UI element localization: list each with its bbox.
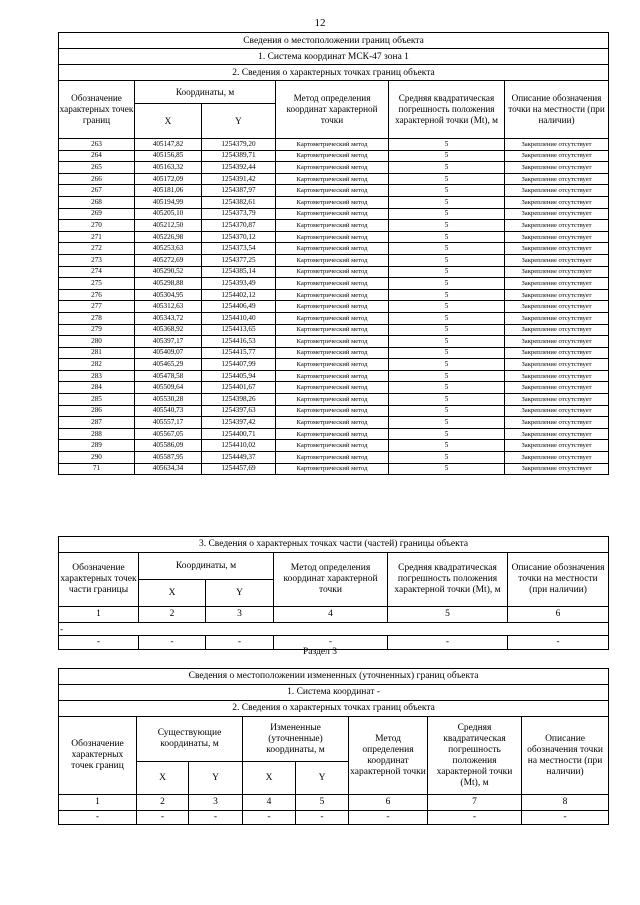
table-cell-y: 1254449,37 (202, 452, 276, 464)
changed-boundary-table (58, 668, 609, 825)
table-cell-m: Картометрический метод (276, 336, 389, 348)
table-cell-n: 263 (59, 139, 135, 151)
s3-header-method: Метод определения координат характерной точки (349, 717, 428, 795)
table-cell-e: 5 (389, 428, 505, 440)
table-cell-x: 405478,58 (135, 370, 202, 382)
table-cell-n: 290 (59, 452, 135, 464)
table-cell-y: 1254373,54 (202, 243, 276, 255)
table-cell-d: Закрепление отсутствует (505, 254, 609, 266)
table-cell-d: Закрепление отсутствует (505, 139, 609, 151)
empty-cell: - (522, 811, 609, 825)
table-cell-x: 405205,10 (135, 208, 202, 220)
table-row (59, 150, 609, 162)
section-subtitle: 2. Сведения о характерных точках границ объекта (59, 65, 609, 81)
table-cell-n: 275 (59, 278, 135, 290)
table-cell-x: 405226,98 (135, 231, 202, 243)
table-cell-m: Картометрический метод (276, 324, 389, 336)
table-cell-n: 288 (59, 428, 135, 440)
table-cell-n: 289 (59, 440, 135, 452)
table-cell-m: Картометрический метод (276, 452, 389, 464)
page-number: 12 (314, 17, 326, 29)
table-row (59, 278, 609, 290)
table-cell-d: Закрепление отсутствует (505, 231, 609, 243)
table-cell-m: Картометрический метод (276, 440, 389, 452)
parts-header-y: Y (206, 580, 274, 607)
table-cell-n: 268 (59, 196, 135, 208)
table-cell-m: Картометрический метод (276, 220, 389, 232)
col-number: 7 (428, 795, 522, 811)
table-cell-x: 405540,73 (135, 405, 202, 417)
header-y: Y (202, 104, 276, 139)
table-cell-n: 283 (59, 370, 135, 382)
section-3-label: Раздел 3 (303, 647, 337, 657)
table-cell-y: 1254389,71 (202, 150, 276, 162)
table-cell-d: Закрепление отсутствует (505, 173, 609, 185)
table-cell-x: 405181,06 (135, 185, 202, 197)
table-cell-y: 1254377,25 (202, 254, 276, 266)
table-cell-x: 405312,63 (135, 301, 202, 313)
table-cell-e: 5 (389, 150, 505, 162)
table-row (59, 162, 609, 174)
empty-cell: - (139, 636, 206, 650)
table-row (59, 220, 609, 232)
table-row (59, 185, 609, 197)
table-cell-y: 1254405,94 (202, 370, 276, 382)
table-cell-m: Картометрический метод (276, 405, 389, 417)
table-cell-e: 5 (389, 220, 505, 232)
table-row (59, 370, 609, 382)
table-cell-m: Картометрический метод (276, 428, 389, 440)
table-cell-d: Закрепление отсутствует (505, 382, 609, 394)
table-cell-y: 1254391,42 (202, 173, 276, 185)
table-cell-m: Картометрический метод (276, 417, 389, 429)
table-cell-d: Закрепление отсутствует (505, 301, 609, 313)
empty-cell: - (243, 811, 296, 825)
table-cell-d: Закрепление отсутствует (505, 208, 609, 220)
s3-header-y2: Y (296, 762, 349, 795)
table-cell-x: 405509,64 (135, 382, 202, 394)
table-row (59, 336, 609, 348)
table-cell-x: 405194,99 (135, 196, 202, 208)
col-number: 6 (508, 607, 609, 623)
table-cell-m: Картометрический метод (276, 162, 389, 174)
s3-header-y: Y (189, 762, 243, 795)
table-cell-x: 405298,88 (135, 278, 202, 290)
table-cell-n: 273 (59, 254, 135, 266)
table-cell-y: 1254387,97 (202, 185, 276, 197)
table-cell-d: Закрепление отсутствует (505, 278, 609, 290)
table-cell-d: Закрепление отсутствует (505, 417, 609, 429)
boundary-points-table (58, 32, 609, 475)
table-cell-m: Картометрический метод (276, 312, 389, 324)
table-row (59, 266, 609, 278)
table-cell-e: 5 (389, 301, 505, 313)
parts-header-designation: Обозначение характерных точек части границы (59, 553, 139, 607)
header-method: Метод определения координат характерной точки (276, 81, 389, 139)
table-cell-m: Картометрический метод (276, 289, 389, 301)
table-cell-d: Закрепление отсутствует (505, 220, 609, 232)
table-cell-e: 5 (389, 324, 505, 336)
table-cell-m: Картометрический метод (276, 243, 389, 255)
table-cell-e: 5 (389, 440, 505, 452)
table-cell-m: Картометрический метод (276, 185, 389, 197)
table-cell-m: Картометрический метод (276, 359, 389, 371)
table-cell-n: 284 (59, 382, 135, 394)
header-designation: Обозначение характерных точек границ (59, 81, 135, 139)
col-number: 5 (296, 795, 349, 811)
table-row (59, 139, 609, 151)
table-cell-e: 5 (389, 162, 505, 174)
table-cell-d: Закрепление отсутствует (505, 185, 609, 197)
table-cell-d: Закрепление отсутствует (505, 463, 609, 475)
table-row (59, 405, 609, 417)
table-cell-x: 405172,09 (135, 173, 202, 185)
table-cell-e: 5 (389, 254, 505, 266)
col-number: 1 (59, 607, 139, 623)
table-cell-y: 1254370,87 (202, 220, 276, 232)
table-row (59, 324, 609, 336)
parts-header-x: X (139, 580, 206, 607)
table-cell-x: 405163,32 (135, 162, 202, 174)
part-sub-label: - (59, 623, 609, 636)
table-cell-e: 5 (389, 208, 505, 220)
table-cell-m: Картометрический метод (276, 278, 389, 290)
table-cell-n: 271 (59, 231, 135, 243)
part-points-table (58, 536, 609, 650)
table-cell-m: Картометрический метод (276, 231, 389, 243)
table-cell-m: Картометрический метод (276, 139, 389, 151)
table-cell-e: 5 (389, 463, 505, 475)
table-cell-m: Картометрический метод (276, 370, 389, 382)
table-cell-x: 405465,29 (135, 359, 202, 371)
table-cell-y: 1254401,67 (202, 382, 276, 394)
table-cell-d: Закрепление отсутствует (505, 452, 609, 464)
table-cell-d: Закрепление отсутствует (505, 162, 609, 174)
table-cell-y: 1254416,53 (202, 336, 276, 348)
table-cell-e: 5 (389, 185, 505, 197)
parts-header-method: Метод определения координат характерной точки (274, 553, 388, 607)
table-cell-n: 280 (59, 336, 135, 348)
table-cell-e: 5 (389, 139, 505, 151)
coord-system: 1. Система координат МСК-47 зона 1 (59, 49, 609, 65)
table-cell-y: 1254379,20 (202, 139, 276, 151)
empty-cell: - (296, 811, 349, 825)
s3-header-x: X (137, 762, 189, 795)
table-row (59, 440, 609, 452)
table-cell-e: 5 (389, 173, 505, 185)
table-cell-x: 405409,07 (135, 347, 202, 359)
table-cell-n: 270 (59, 220, 135, 232)
table-cell-y: 1254413,65 (202, 324, 276, 336)
table-cell-y: 1254370,12 (202, 231, 276, 243)
table-row (59, 254, 609, 266)
table-row (59, 347, 609, 359)
table-cell-n: 285 (59, 394, 135, 406)
table-cell-d: Закрепление отсутствует (505, 359, 609, 371)
table-cell-d: Закрепление отсутствует (505, 266, 609, 278)
table-cell-e: 5 (389, 394, 505, 406)
parts-title: 3. Сведения о характерных точках части (частей) границы объекта (59, 537, 609, 553)
table-cell-e: 5 (389, 417, 505, 429)
table-cell-e: 5 (389, 231, 505, 243)
header-description: Описание обозначения точки на местности (при наличии) (505, 81, 609, 139)
col-number: 1 (59, 795, 137, 811)
table-cell-x: 405530,28 (135, 394, 202, 406)
table-cell-x: 405368,92 (135, 324, 202, 336)
table-row (59, 301, 609, 313)
table-cell-e: 5 (389, 370, 505, 382)
table-cell-x: 405290,52 (135, 266, 202, 278)
table-cell-x: 405567,05 (135, 428, 202, 440)
table-cell-e: 5 (389, 243, 505, 255)
col-number: 2 (139, 607, 206, 623)
table-cell-x: 405304,95 (135, 289, 202, 301)
s3-header-designation: Обозначение характерных точек границ (59, 717, 137, 795)
empty-cell: - (349, 811, 428, 825)
table-cell-n: 286 (59, 405, 135, 417)
parts-header-coords: Координаты, м (139, 553, 274, 580)
table-row (59, 173, 609, 185)
table-cell-d: Закрепление отсутствует (505, 150, 609, 162)
table-cell-e: 5 (389, 336, 505, 348)
table-cell-x: 405147,82 (135, 139, 202, 151)
table-cell-d: Закрепление отсутствует (505, 312, 609, 324)
table-cell-n: 265 (59, 162, 135, 174)
table-cell-y: 1254406,49 (202, 301, 276, 313)
empty-cell: - (189, 811, 243, 825)
table-cell-x: 405586,09 (135, 440, 202, 452)
table-cell-e: 5 (389, 289, 505, 301)
table-cell-m: Картометрический метод (276, 208, 389, 220)
table-cell-n: 276 (59, 289, 135, 301)
col-number: 3 (189, 795, 243, 811)
table-row (59, 312, 609, 324)
table-cell-x: 405397,17 (135, 336, 202, 348)
s3-header-x2: X (243, 762, 296, 795)
parts-header-description: Описание обозначения точки на местности (при наличии) (508, 553, 609, 607)
table-cell-y: 1254410,40 (202, 312, 276, 324)
table-row (59, 243, 609, 255)
table-cell-x: 405587,95 (135, 452, 202, 464)
table-row (59, 231, 609, 243)
table-cell-n: 282 (59, 359, 135, 371)
table-row (59, 428, 609, 440)
table-row (59, 382, 609, 394)
table-cell-e: 5 (389, 347, 505, 359)
table-cell-d: Закрепление отсутствует (505, 440, 609, 452)
table-cell-d: Закрепление отсутствует (505, 370, 609, 382)
col-number: 4 (243, 795, 296, 811)
empty-cell: - (274, 636, 388, 650)
table-cell-y: 1254397,42 (202, 417, 276, 429)
table-cell-n: 267 (59, 185, 135, 197)
empty-cell: - (388, 636, 508, 650)
table-cell-y: 1254398,26 (202, 394, 276, 406)
table-cell-y: 1254393,49 (202, 278, 276, 290)
table-cell-d: Закрепление отсутствует (505, 336, 609, 348)
table-cell-n: 269 (59, 208, 135, 220)
s3-header-changed: Измененные (уточненные) координаты, м (243, 717, 349, 762)
s3-header-existing: Существующие координаты, м (137, 717, 243, 762)
table-cell-e: 5 (389, 196, 505, 208)
table-cell-e: 5 (389, 278, 505, 290)
table-row (59, 452, 609, 464)
col-number: 2 (137, 795, 189, 811)
table-cell-x: 405343,72 (135, 312, 202, 324)
table-cell-y: 1254382,61 (202, 196, 276, 208)
table-row (59, 394, 609, 406)
table-cell-d: Закрепление отсутствует (505, 347, 609, 359)
table-cell-m: Картометрический метод (276, 254, 389, 266)
s3-header-description: Описание обозначения точки на местности (при наличии) (522, 717, 609, 795)
section3-coord-system: 1. Система координат - (59, 685, 609, 701)
table-cell-x: 405634,34 (135, 463, 202, 475)
table-cell-y: 1254373,79 (202, 208, 276, 220)
section-title: Сведения о местоположении границ объекта (59, 33, 609, 49)
col-number: 3 (206, 607, 274, 623)
table-cell-y: 1254385,14 (202, 266, 276, 278)
table-cell-n: 287 (59, 417, 135, 429)
table-cell-n: 272 (59, 243, 135, 255)
empty-cell: - (59, 636, 139, 650)
table-cell-x: 405557,17 (135, 417, 202, 429)
table-cell-m: Картометрический метод (276, 301, 389, 313)
table-cell-y: 1254397,63 (202, 405, 276, 417)
empty-cell: - (137, 811, 189, 825)
table-cell-d: Закрепление отсутствует (505, 243, 609, 255)
empty-cell: - (428, 811, 522, 825)
section3-title: Сведения о местоположении измененных (уточненных) границ объекта (59, 669, 609, 685)
header-x: X (135, 104, 202, 139)
table-cell-n: 281 (59, 347, 135, 359)
s3-header-error: Средняя квадратическая погрешность положения характерной точки (Mt), м (428, 717, 522, 795)
table-row (59, 208, 609, 220)
col-number: 8 (522, 795, 609, 811)
empty-cell: - (206, 636, 274, 650)
table-cell-n: 71 (59, 463, 135, 475)
table-cell-m: Картометрический метод (276, 347, 389, 359)
table-cell-y: 1254407,99 (202, 359, 276, 371)
table-row (59, 417, 609, 429)
table-cell-m: Картометрический метод (276, 394, 389, 406)
col-number: 6 (349, 795, 428, 811)
table-cell-x: 405253,63 (135, 243, 202, 255)
table-cell-d: Закрепление отсутствует (505, 324, 609, 336)
table-cell-y: 1254400,71 (202, 428, 276, 440)
table-cell-m: Картометрический метод (276, 266, 389, 278)
empty-cell: - (508, 636, 609, 650)
table-cell-n: 278 (59, 312, 135, 324)
empty-cell: - (59, 811, 137, 825)
table-row (59, 196, 609, 208)
col-number: 5 (388, 607, 508, 623)
section3-subtitle: 2. Сведения о характерных точках границ объекта (59, 701, 609, 717)
table-cell-e: 5 (389, 312, 505, 324)
table-cell-d: Закрепление отсутствует (505, 289, 609, 301)
table-cell-e: 5 (389, 359, 505, 371)
table-cell-y: 1254392,44 (202, 162, 276, 174)
table-cell-n: 274 (59, 266, 135, 278)
table-row (59, 289, 609, 301)
table-cell-n: 266 (59, 173, 135, 185)
col-number: 4 (274, 607, 388, 623)
header-coords: Координаты, м (135, 81, 276, 104)
table-cell-m: Картометрический метод (276, 196, 389, 208)
table-cell-n: 279 (59, 324, 135, 336)
table-cell-m: Картометрический метод (276, 382, 389, 394)
table-cell-y: 1254457,69 (202, 463, 276, 475)
table-cell-y: 1254415,77 (202, 347, 276, 359)
table-cell-x: 405212,50 (135, 220, 202, 232)
table-cell-n: 264 (59, 150, 135, 162)
table-cell-d: Закрепление отсутствует (505, 196, 609, 208)
table-cell-n: 277 (59, 301, 135, 313)
parts-header-error: Средняя квадратическая погрешность положения характерной точки (Mt), м (388, 553, 508, 607)
table-cell-m: Картометрический метод (276, 150, 389, 162)
table-cell-x: 405272,69 (135, 254, 202, 266)
table-cell-y: 1254410,02 (202, 440, 276, 452)
table-cell-y: 1254402,12 (202, 289, 276, 301)
table-cell-m: Картометрический метод (276, 463, 389, 475)
table-cell-d: Закрепление отсутствует (505, 394, 609, 406)
table-row (59, 463, 609, 475)
table-cell-e: 5 (389, 452, 505, 464)
table-cell-d: Закрепление отсутствует (505, 405, 609, 417)
header-error: Средняя квадратическая погрешность положения характерной точки (Mt), м (389, 81, 505, 139)
table-cell-e: 5 (389, 382, 505, 394)
table-cell-m: Картометрический метод (276, 173, 389, 185)
table-row (59, 359, 609, 371)
table-cell-e: 5 (389, 266, 505, 278)
table-cell-d: Закрепление отсутствует (505, 428, 609, 440)
table-cell-x: 405156,85 (135, 150, 202, 162)
table-cell-e: 5 (389, 405, 505, 417)
